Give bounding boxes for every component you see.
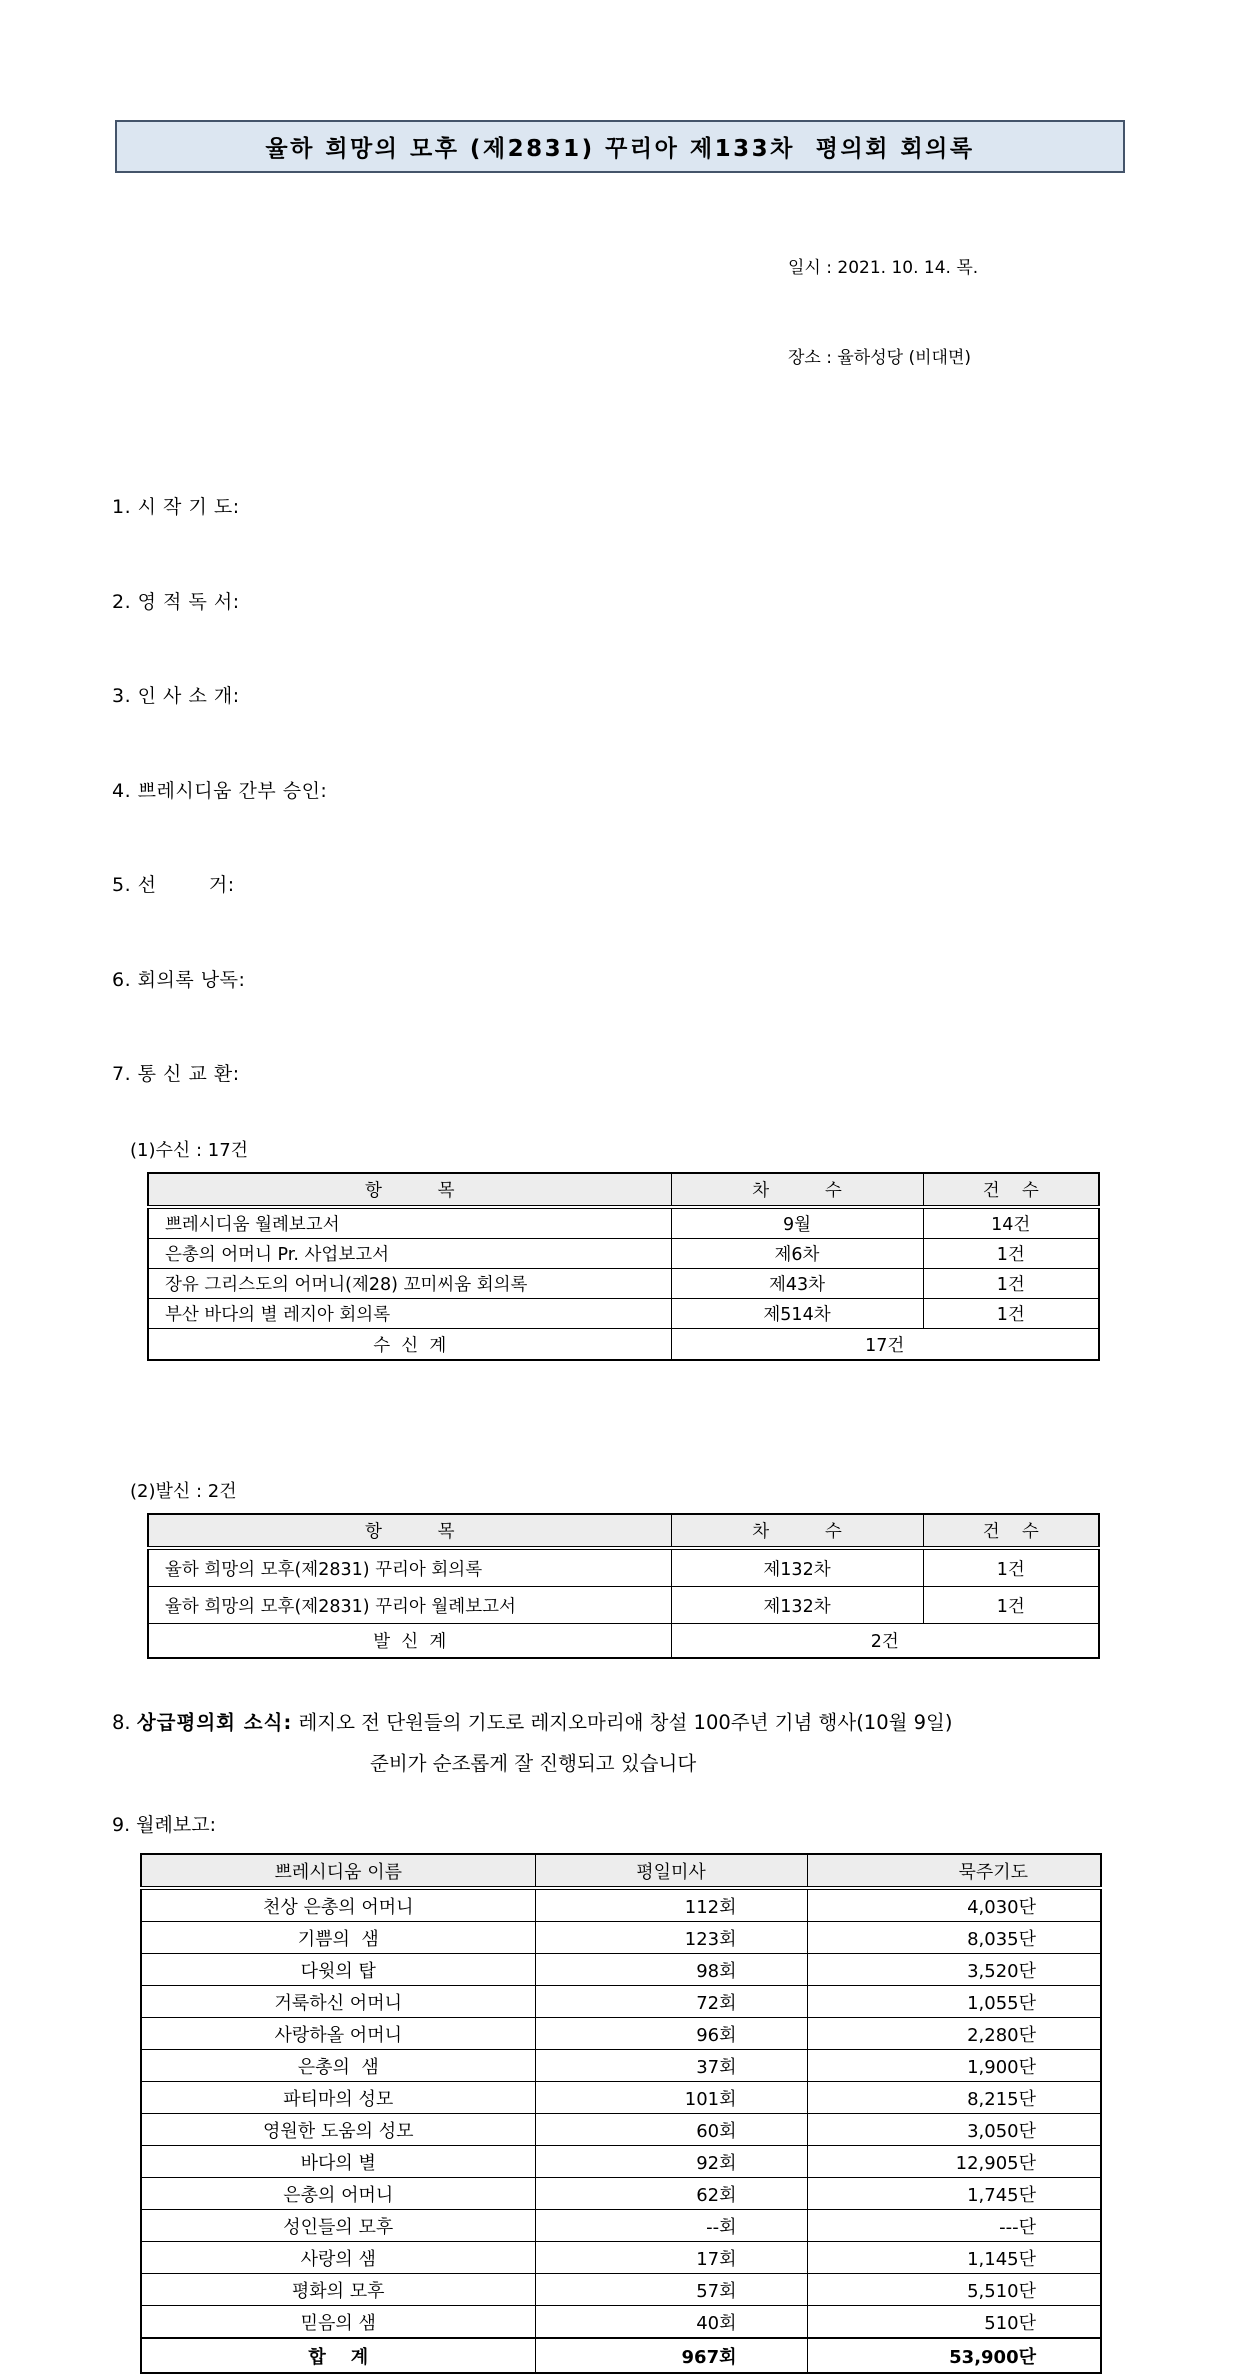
- monthly-header-mass: 평일미사: [535, 1854, 807, 1888]
- page-title: 율하 희망의 모후 (제2831) 꾸리아 제133차 평의회 회의록: [115, 120, 1125, 173]
- outgoing-round: 제132차: [671, 1587, 923, 1624]
- council-news-label: 상급평의회 소식:: [136, 1711, 293, 1734]
- outgoing-header-count: 건 수: [923, 1514, 1099, 1548]
- mass-count: 112회: [535, 1888, 807, 1922]
- rosary-count: 1,745단: [807, 2178, 1101, 2210]
- table-row: [141, 2210, 1101, 2242]
- table-row: [141, 2050, 1101, 2082]
- table-row: [141, 2146, 1101, 2178]
- table-row: [148, 1587, 1099, 1624]
- table-row: [148, 1299, 1099, 1329]
- council-news-line2: 준비가 순조롭게 잘 진행되고 있습니다: [370, 1752, 697, 1775]
- mass-count: 98회: [535, 1954, 807, 1986]
- rosary-count: 5,510단: [807, 2274, 1101, 2306]
- table-row: [141, 2114, 1101, 2146]
- agenda-item-7: 7. 통 신 교 환:: [112, 1063, 240, 1085]
- agenda-item-6: 6. 회의록 낭독:: [112, 968, 246, 991]
- table-row: [148, 1269, 1099, 1299]
- presidium-name: 은총의 어머니: [141, 2178, 535, 2210]
- mass-count: 92회: [535, 2146, 807, 2178]
- incoming-count: 1건: [923, 1239, 1099, 1269]
- rosary-count: 1,055단: [807, 1986, 1101, 2018]
- incoming-count: 1건: [923, 1269, 1099, 1299]
- mass-count: 17회: [535, 2242, 807, 2274]
- table-row: [148, 1548, 1099, 1587]
- outgoing-total-row: [148, 1624, 1099, 1659]
- incoming-header-count: 건 수: [923, 1173, 1099, 1207]
- agenda-list: [112, 429, 1240, 1122]
- monthly-total-row: [141, 2338, 1101, 2373]
- presidium-name: 평화의 모후: [141, 2274, 535, 2306]
- monthly-header-name: 쁘레시디움 이름: [141, 1854, 535, 1888]
- incoming-item: 쁘레시디움 월례보고서: [148, 1207, 671, 1239]
- incoming-round: 제43차: [671, 1269, 923, 1299]
- council-news-line1: [112, 1707, 1240, 1735]
- presidium-name: 영원한 도움의 성모: [141, 2114, 535, 2146]
- agenda-item-1: 1. 시 작 기 도:: [112, 496, 240, 518]
- rosary-count: 8,215단: [807, 2082, 1101, 2114]
- mass-count: 101회: [535, 2082, 807, 2114]
- table-row: [148, 1239, 1099, 1269]
- rosary-count: 3,520단: [807, 1954, 1101, 1986]
- agenda-item-3: 3. 인 사 소 개:: [112, 685, 240, 707]
- outgoing-total-label: 발 신 계: [148, 1624, 671, 1659]
- mass-count: 72회: [535, 1986, 807, 2018]
- monthly-header-row: [141, 1854, 1101, 1888]
- outgoing-header-round: 차 수: [671, 1514, 923, 1548]
- incoming-total-row: [148, 1329, 1099, 1361]
- incoming-header-item: 항 목: [148, 1173, 671, 1207]
- incoming-caption: (1)수신 : 17건: [130, 1140, 249, 1161]
- monthly-total-mass: 967회: [535, 2338, 807, 2373]
- mass-count: 37회: [535, 2050, 807, 2082]
- outgoing-total-value: 2건: [671, 1624, 1099, 1659]
- incoming-header-row: [148, 1173, 1099, 1207]
- table-row: [148, 1207, 1099, 1239]
- outgoing-header-row: [148, 1514, 1099, 1548]
- meeting-place: 장소 : 율하성당 (비대면): [788, 348, 972, 368]
- mass-count: 40회: [535, 2306, 807, 2339]
- mass-count: --회: [535, 2210, 807, 2242]
- presidium-name: 천상 은총의 어머니: [141, 1888, 535, 1922]
- presidium-name: 기쁨의 샘: [141, 1922, 535, 1954]
- outgoing-count: 1건: [923, 1548, 1099, 1587]
- incoming-total-label: 수 신 계: [148, 1329, 671, 1361]
- rosary-count: 510단: [807, 2306, 1101, 2339]
- incoming-item: 부산 바다의 별 레지아 회의록: [148, 1299, 671, 1329]
- monthly-total-label: 합 계: [141, 2338, 535, 2373]
- monthly-header-rosary: 묵주기도: [807, 1854, 1101, 1888]
- incoming-header-round: 차 수: [671, 1173, 923, 1207]
- presidium-name: 성인들의 모후: [141, 2210, 535, 2242]
- table-row: [141, 1922, 1101, 1954]
- mass-count: 96회: [535, 2018, 807, 2050]
- incoming-round: 9월: [671, 1207, 923, 1239]
- rosary-count: 3,050단: [807, 2114, 1101, 2146]
- council-news-number: 8.: [112, 1711, 137, 1734]
- mass-count: 62회: [535, 2178, 807, 2210]
- table-row: [141, 1888, 1101, 1922]
- agenda-item-4: 4. 쁘레시디움 간부 승인:: [112, 779, 328, 802]
- table-row: [141, 2082, 1101, 2114]
- table-row: [141, 2242, 1101, 2274]
- monthly-report-table: [140, 1853, 1102, 2374]
- outgoing-item: 율하 희망의 모후(제2831) 꾸리아 월례보고서: [148, 1587, 671, 1624]
- rosary-count: 12,905단: [807, 2146, 1101, 2178]
- meeting-meta: [788, 193, 1240, 403]
- rosary-count: 2,280단: [807, 2018, 1101, 2050]
- council-news-text: 레지오 전 단원들의 기도로 레지오마리애 창설 100주년 기념 행사(10월 9일): [292, 1711, 953, 1734]
- table-row: [141, 1954, 1101, 1986]
- outgoing-round: 제132차: [671, 1548, 923, 1587]
- table-row: [141, 1986, 1101, 2018]
- incoming-total-value: 17건: [671, 1329, 1099, 1361]
- presidium-name: 사랑의 샘: [141, 2242, 535, 2274]
- agenda-item-2: 2. 영 적 독 서:: [112, 590, 240, 613]
- outgoing-caption: (2)발신 : 2건: [130, 1481, 237, 1502]
- monthly-total-rosary: 53,900단: [807, 2338, 1101, 2373]
- agenda-item-5: 5. 선 거:: [112, 874, 235, 896]
- incoming-round: 제6차: [671, 1239, 923, 1269]
- rosary-count: 1,145단: [807, 2242, 1101, 2274]
- rosary-count: ---단: [807, 2210, 1101, 2242]
- incoming-item: 장유 그리스도의 어머니(제28) 꼬미씨움 회의록: [148, 1269, 671, 1299]
- presidium-name: 거룩하신 어머니: [141, 1986, 535, 2018]
- table-row: [141, 2306, 1101, 2339]
- mass-count: 60회: [535, 2114, 807, 2146]
- incoming-count: 1건: [923, 1299, 1099, 1329]
- table-row: [141, 2018, 1101, 2050]
- presidium-name: 은총의 샘: [141, 2050, 535, 2082]
- outgoing-table: [147, 1513, 1100, 1659]
- outgoing-header-item: 항 목: [148, 1514, 671, 1548]
- mass-count: 57회: [535, 2274, 807, 2306]
- outgoing-item: 율하 희망의 모후(제2831) 꾸리아 회의록: [148, 1548, 671, 1587]
- outgoing-count: 1건: [923, 1587, 1099, 1624]
- presidium-name: 바다의 별: [141, 2146, 535, 2178]
- incoming-count: 14건: [923, 1207, 1099, 1239]
- presidium-name: 파티마의 성모: [141, 2082, 535, 2114]
- presidium-name: 다윗의 탑: [141, 1954, 535, 1986]
- rosary-count: 8,035단: [807, 1922, 1101, 1954]
- monthly-report-caption: 9. 월례보고:: [112, 1814, 216, 1836]
- rosary-count: 4,030단: [807, 1888, 1101, 1922]
- presidium-name: 사랑하올 어머니: [141, 2018, 535, 2050]
- mass-count: 123회: [535, 1922, 807, 1954]
- incoming-item: 은총의 어머니 Pr. 사업보고서: [148, 1239, 671, 1269]
- incoming-round: 제514차: [671, 1299, 923, 1329]
- table-row: [141, 2178, 1101, 2210]
- rosary-count: 1,900단: [807, 2050, 1101, 2082]
- table-row: [141, 2274, 1101, 2306]
- meeting-date: 일시 : 2021. 10. 14. 목.: [788, 258, 979, 278]
- incoming-table: [147, 1172, 1100, 1361]
- presidium-name: 믿음의 샘: [141, 2306, 535, 2339]
